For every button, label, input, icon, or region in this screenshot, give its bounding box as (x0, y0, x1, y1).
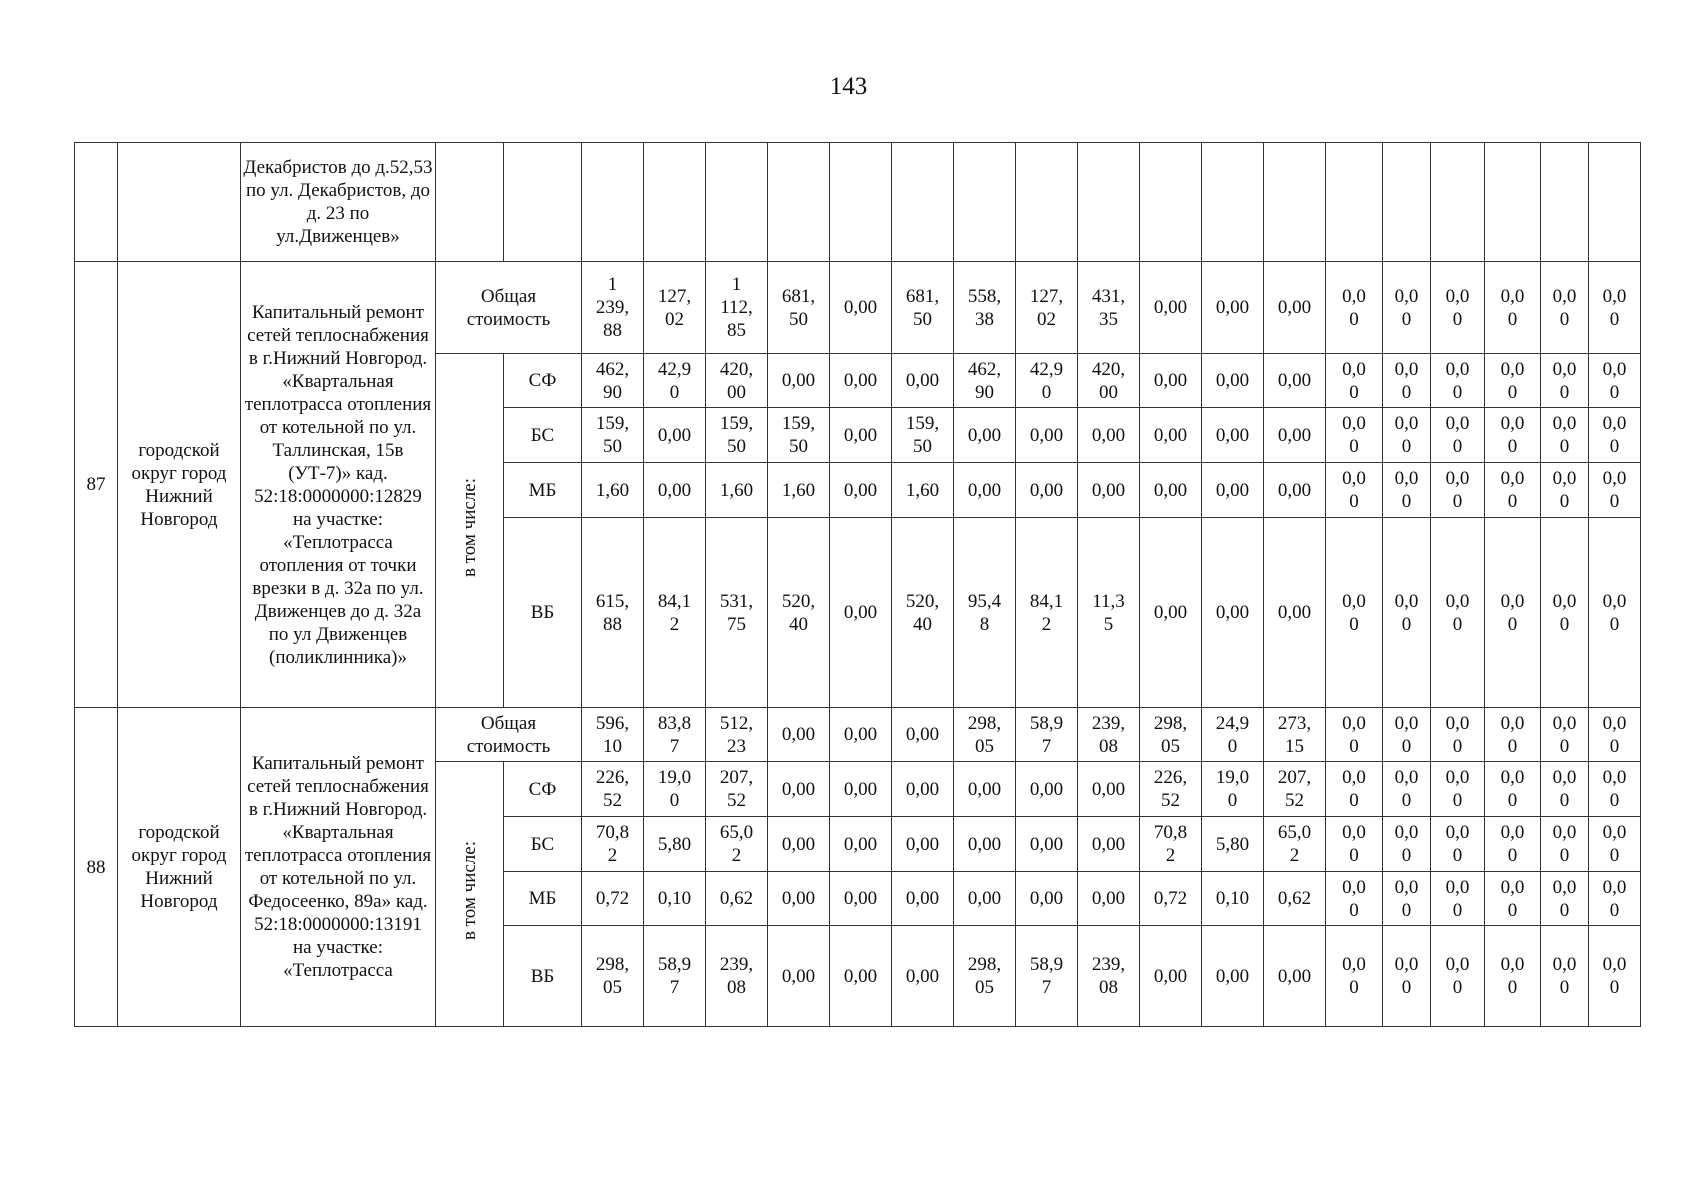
value-cell: 0,0 0 (1589, 463, 1641, 518)
value-cell: 298, 05 (954, 926, 1016, 1027)
value-cell: 0,0 0 (1589, 262, 1641, 354)
value-cell (892, 143, 954, 262)
funding-label-cell: СФ (504, 354, 582, 408)
value-cell: 0,0 0 (1326, 817, 1383, 872)
value-cell: 420, 00 (706, 354, 768, 408)
value-cell: 0,0 0 (1431, 762, 1485, 817)
value-cell: 0,0 0 (1541, 262, 1589, 354)
value-cell: 0,00 (1202, 354, 1264, 408)
value-cell: 42,9 0 (644, 354, 706, 408)
value-cell: 0,00 (954, 408, 1016, 463)
empty-cell (504, 143, 582, 262)
value-cell: 0,00 (830, 463, 892, 518)
including-label-cell (436, 354, 504, 708)
funding-label-cell: БС (504, 817, 582, 872)
value-cell: 298, 05 (1140, 708, 1202, 762)
value-cell: 0,00 (954, 463, 1016, 518)
value-cell: 0,62 (1264, 872, 1326, 926)
value-cell: 0,0 0 (1326, 872, 1383, 926)
total-label-cell: Общая стоимость (436, 262, 582, 354)
value-cell: 58,9 7 (1016, 708, 1078, 762)
value-cell: 0,0 0 (1485, 463, 1541, 518)
value-cell: 0,0 0 (1383, 463, 1431, 518)
value-cell: 0,00 (1202, 926, 1264, 1027)
value-cell: 0,00 (644, 408, 706, 463)
value-cell: 70,8 2 (582, 817, 644, 872)
value-cell (1016, 143, 1078, 262)
value-cell: 0,0 0 (1326, 762, 1383, 817)
empty-cell (436, 143, 504, 262)
value-cell: 0,00 (1016, 408, 1078, 463)
value-cell: 0,00 (1202, 262, 1264, 354)
value-cell: 11,3 5 (1078, 518, 1140, 708)
value-cell: 0,0 0 (1541, 408, 1589, 463)
value-cell (706, 143, 768, 262)
value-cell: 0,00 (1140, 463, 1202, 518)
value-cell: 0,00 (830, 817, 892, 872)
value-cell: 0,00 (892, 708, 954, 762)
value-cell: 0,0 0 (1431, 926, 1485, 1027)
value-cell: 462, 90 (954, 354, 1016, 408)
value-cell: 0,0 0 (1541, 817, 1589, 872)
value-cell: 520, 40 (892, 518, 954, 708)
value-cell: 58,9 7 (1016, 926, 1078, 1027)
value-cell: 1 239, 88 (582, 262, 644, 354)
value-cell (1383, 143, 1431, 262)
value-cell: 19,0 0 (644, 762, 706, 817)
value-cell: 0,00 (830, 708, 892, 762)
value-cell: 0,0 0 (1485, 817, 1541, 872)
value-cell: 83,8 7 (644, 708, 706, 762)
value-cell: 0,0 0 (1326, 408, 1383, 463)
value-cell (1264, 143, 1326, 262)
value-cell: 0,0 0 (1326, 463, 1383, 518)
value-cell: 0,0 0 (1541, 708, 1589, 762)
municipality-cell: городской округ город Нижний Новгород (118, 262, 241, 708)
value-cell: 0,0 0 (1431, 518, 1485, 708)
value-cell: 0,0 0 (1589, 872, 1641, 926)
funding-label-cell: ВБ (504, 926, 582, 1027)
value-cell: 0,00 (768, 762, 830, 817)
value-cell: 0,00 (1202, 463, 1264, 518)
description-cell: Капитальный ремонт сетей теплоснабжения в г.Нижний Новгород. «Квартальная теплотрасса отопления от котельной по ул. Таллинская, 15в (УТ-7)» кад. 52:18:0000000:12829 на участке: «Теплотрасса отопления от точки врезки в д. 32а по ул. Движенцев до д. 32а по ул Движенцев (поликлинника)» (241, 262, 436, 708)
value-cell: 0,0 0 (1326, 518, 1383, 708)
value-cell: 0,0 0 (1485, 872, 1541, 926)
value-cell: 84,1 2 (1016, 518, 1078, 708)
municipality-cell (118, 143, 241, 262)
value-cell: 19,0 0 (1202, 762, 1264, 817)
value-cell: 520, 40 (768, 518, 830, 708)
value-cell: 70,8 2 (1140, 817, 1202, 872)
value-cell: 0,0 0 (1589, 408, 1641, 463)
value-cell: 0,00 (768, 872, 830, 926)
value-cell: 0,0 0 (1485, 762, 1541, 817)
value-cell: 0,00 (830, 762, 892, 817)
funding-label-cell: СФ (504, 762, 582, 817)
value-cell: 0,00 (892, 762, 954, 817)
value-cell: 0,00 (1016, 463, 1078, 518)
value-cell: 0,00 (1078, 463, 1140, 518)
value-cell: 0,0 0 (1383, 408, 1431, 463)
value-cell: 239, 08 (1078, 708, 1140, 762)
value-cell: 0,0 0 (1541, 872, 1589, 926)
value-cell (644, 143, 706, 262)
value-cell: 0,0 0 (1541, 926, 1589, 1027)
value-cell: 0,00 (1202, 518, 1264, 708)
table-row (75, 708, 1641, 762)
value-cell: 0,00 (892, 872, 954, 926)
value-cell: 226, 52 (582, 762, 644, 817)
value-cell: 0,0 0 (1383, 762, 1431, 817)
value-cell: 65,0 2 (1264, 817, 1326, 872)
value-cell: 273, 15 (1264, 708, 1326, 762)
value-cell (768, 143, 830, 262)
value-cell: 0,0 0 (1541, 463, 1589, 518)
funding-label-cell: МБ (504, 463, 582, 518)
value-cell: 84,1 2 (644, 518, 706, 708)
value-cell: 0,0 0 (1326, 708, 1383, 762)
value-cell: 159, 50 (892, 408, 954, 463)
value-cell: 0,00 (830, 262, 892, 354)
value-cell: 0,0 0 (1326, 262, 1383, 354)
value-cell: 558, 38 (954, 262, 1016, 354)
value-cell: 0,0 0 (1326, 926, 1383, 1027)
value-cell: 0,00 (1016, 817, 1078, 872)
value-cell: 0,00 (768, 708, 830, 762)
value-cell: 127, 02 (1016, 262, 1078, 354)
description-cell: Капитальный ремонт сетей теплоснабжения в г.Нижний Новгород. «Квартальная теплотрасса отопления от котельной по ул. Федосеенко, 89а» кад. 52:18:0000000:13191 на участке: «Теплотрасса (241, 708, 436, 1027)
value-cell: 615, 88 (582, 518, 644, 708)
value-cell (582, 143, 644, 262)
value-cell: 58,9 7 (644, 926, 706, 1027)
value-cell: 1,60 (706, 463, 768, 518)
value-cell: 298, 05 (954, 708, 1016, 762)
value-cell: 0,00 (892, 817, 954, 872)
value-cell: 0,00 (830, 518, 892, 708)
value-cell: 207, 52 (706, 762, 768, 817)
value-cell: 462, 90 (582, 354, 644, 408)
value-cell (1078, 143, 1140, 262)
page-number: 143 (829, 73, 868, 100)
value-cell: 0,00 (768, 817, 830, 872)
value-cell: 420, 00 (1078, 354, 1140, 408)
value-cell: 0,0 0 (1485, 518, 1541, 708)
value-cell: 0,00 (954, 872, 1016, 926)
value-cell: 681, 50 (892, 262, 954, 354)
value-cell: 0,00 (1264, 354, 1326, 408)
value-cell: 0,00 (830, 872, 892, 926)
value-cell: 0,00 (644, 463, 706, 518)
value-cell: 0,00 (768, 354, 830, 408)
value-cell: 0,0 0 (1589, 762, 1641, 817)
value-cell: 1 112, 85 (706, 262, 768, 354)
value-cell: 0,0 0 (1326, 354, 1383, 408)
value-cell: 1,60 (582, 463, 644, 518)
including-label-cell (436, 762, 504, 1027)
value-cell: 298, 05 (582, 926, 644, 1027)
value-cell: 226, 52 (1140, 762, 1202, 817)
value-cell: 0,0 0 (1383, 262, 1431, 354)
value-cell: 0,0 0 (1589, 518, 1641, 708)
value-cell: 596, 10 (582, 708, 644, 762)
description-cell: Декабристов до д.52,53 по ул. Декабристов, до д. 23 по ул.Движенцев» (241, 143, 436, 262)
table-row (75, 262, 1641, 354)
value-cell: 0,0 0 (1431, 354, 1485, 408)
value-cell: 0,0 0 (1383, 708, 1431, 762)
value-cell: 0,0 0 (1431, 463, 1485, 518)
including-label: в том числе: (459, 477, 480, 578)
value-cell: 0,00 (830, 408, 892, 463)
value-cell: 0,00 (1264, 518, 1326, 708)
value-cell: 0,00 (1078, 817, 1140, 872)
value-cell: 0,00 (1264, 463, 1326, 518)
value-cell: 1,60 (892, 463, 954, 518)
value-cell: 0,72 (582, 872, 644, 926)
value-cell: 0,0 0 (1431, 817, 1485, 872)
value-cell (1485, 143, 1541, 262)
num-cell: 87 (75, 262, 118, 708)
value-cell: 0,0 0 (1383, 926, 1431, 1027)
funding-label-cell: МБ (504, 872, 582, 926)
num-cell (75, 143, 118, 262)
value-cell: 0,0 0 (1485, 262, 1541, 354)
value-cell: 0,0 0 (1589, 354, 1641, 408)
value-cell: 65,0 2 (706, 817, 768, 872)
value-cell: 0,00 (1140, 354, 1202, 408)
value-cell: 0,00 (1078, 872, 1140, 926)
value-cell: 0,0 0 (1485, 926, 1541, 1027)
value-cell: 0,00 (1140, 518, 1202, 708)
value-cell: 531, 75 (706, 518, 768, 708)
total-label-cell: Общая стоимость (436, 708, 582, 762)
value-cell: 0,00 (830, 354, 892, 408)
value-cell: 0,00 (954, 817, 1016, 872)
value-cell: 0,00 (1140, 262, 1202, 354)
value-cell: 0,00 (1140, 408, 1202, 463)
value-cell: 0,62 (706, 872, 768, 926)
value-cell: 0,0 0 (1485, 354, 1541, 408)
value-cell: 0,0 0 (1589, 926, 1641, 1027)
value-cell: 681, 50 (768, 262, 830, 354)
value-cell: 0,0 0 (1485, 708, 1541, 762)
value-cell: 5,80 (1202, 817, 1264, 872)
value-cell: 0,00 (1078, 762, 1140, 817)
value-cell: 0,0 0 (1589, 817, 1641, 872)
value-cell (1326, 143, 1383, 262)
value-cell: 0,00 (1264, 408, 1326, 463)
value-cell: 239, 08 (706, 926, 768, 1027)
value-cell: 0,0 0 (1589, 708, 1641, 762)
value-cell: 0,00 (1078, 408, 1140, 463)
value-cell: 0,0 0 (1431, 872, 1485, 926)
value-cell: 0,0 0 (1541, 354, 1589, 408)
value-cell: 0,0 0 (1431, 708, 1485, 762)
including-label: в том числе: (459, 841, 480, 941)
value-cell: 0,0 0 (1383, 817, 1431, 872)
value-cell: 431, 35 (1078, 262, 1140, 354)
value-cell: 0,0 0 (1383, 518, 1431, 708)
value-cell: 159, 50 (706, 408, 768, 463)
value-cell: 1,60 (768, 463, 830, 518)
value-cell: 0,72 (1140, 872, 1202, 926)
value-cell: 0,00 (892, 926, 954, 1027)
value-cell (1202, 143, 1264, 262)
value-cell (830, 143, 892, 262)
value-cell (1541, 143, 1589, 262)
num-cell: 88 (75, 708, 118, 1027)
value-cell: 24,9 0 (1202, 708, 1264, 762)
table-row (75, 143, 1641, 262)
value-cell: 127, 02 (644, 262, 706, 354)
value-cell: 0,00 (892, 354, 954, 408)
value-cell: 207, 52 (1264, 762, 1326, 817)
value-cell: 512, 23 (706, 708, 768, 762)
value-cell: 0,0 0 (1485, 408, 1541, 463)
value-cell: 0,10 (1202, 872, 1264, 926)
value-cell (1431, 143, 1485, 262)
value-cell: 0,00 (1264, 926, 1326, 1027)
value-cell (1589, 143, 1641, 262)
value-cell: 159, 50 (582, 408, 644, 463)
funding-label-cell: БС (504, 408, 582, 463)
value-cell: 0,0 0 (1541, 762, 1589, 817)
value-cell: 0,0 0 (1383, 872, 1431, 926)
value-cell: 0,00 (1140, 926, 1202, 1027)
value-cell: 239, 08 (1078, 926, 1140, 1027)
value-cell: 0,00 (830, 926, 892, 1027)
value-cell: 0,00 (1016, 762, 1078, 817)
value-cell: 0,00 (1202, 408, 1264, 463)
value-cell (954, 143, 1016, 262)
value-cell: 95,4 8 (954, 518, 1016, 708)
value-cell: 0,0 0 (1431, 408, 1485, 463)
value-cell: 5,80 (644, 817, 706, 872)
investment-table (74, 142, 1641, 1027)
value-cell (1140, 143, 1202, 262)
value-cell: 0,0 0 (1383, 354, 1431, 408)
value-cell: 42,9 0 (1016, 354, 1078, 408)
value-cell: 0,00 (768, 926, 830, 1027)
value-cell: 159, 50 (768, 408, 830, 463)
value-cell: 0,0 0 (1541, 518, 1589, 708)
value-cell: 0,00 (954, 762, 1016, 817)
value-cell: 0,10 (644, 872, 706, 926)
value-cell: 0,00 (1264, 262, 1326, 354)
municipality-cell: городской округ город Нижний Новгород (118, 708, 241, 1027)
value-cell: 0,00 (1016, 872, 1078, 926)
funding-label-cell: ВБ (504, 518, 582, 708)
value-cell: 0,0 0 (1431, 262, 1485, 354)
